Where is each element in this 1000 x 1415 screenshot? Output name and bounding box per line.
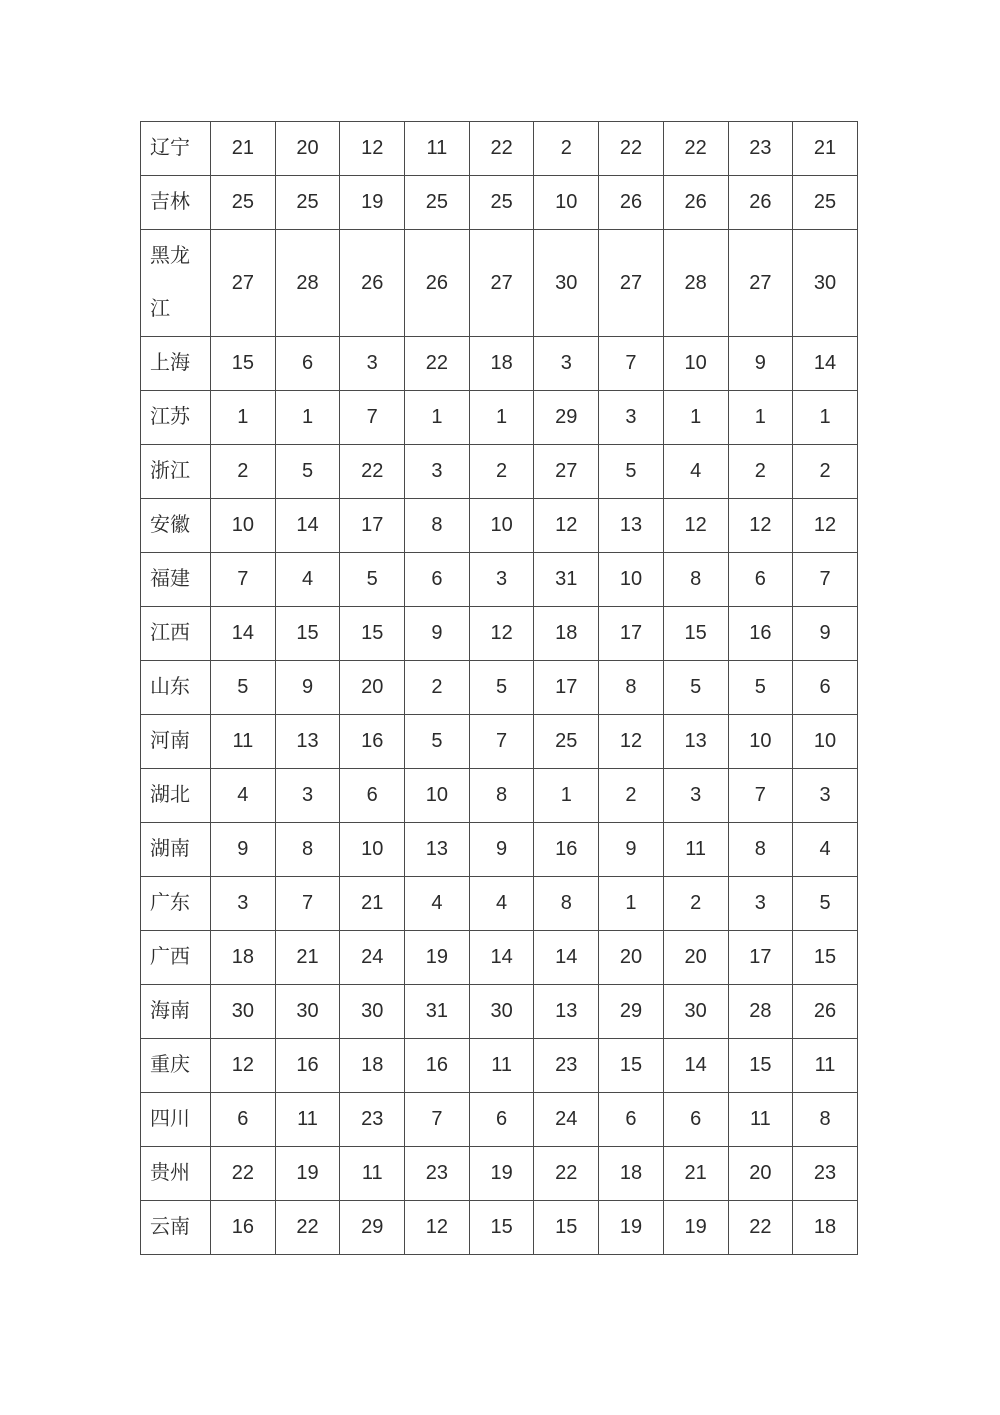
rank-value: 1 xyxy=(663,391,728,445)
province-name: 福建 xyxy=(141,553,211,607)
rank-value: 7 xyxy=(275,877,340,931)
rank-value: 22 xyxy=(340,445,405,499)
rank-value: 27 xyxy=(599,230,664,337)
rank-value: 7 xyxy=(728,769,793,823)
province-name: 云南 xyxy=(141,1201,211,1255)
province-name: 黑龙江 xyxy=(141,230,211,337)
table-row xyxy=(141,337,858,391)
rank-value: 8 xyxy=(663,553,728,607)
rank-value: 3 xyxy=(728,877,793,931)
rank-value: 23 xyxy=(793,1147,858,1201)
rank-value: 22 xyxy=(534,1147,599,1201)
province-name: 山东 xyxy=(141,661,211,715)
rank-value: 23 xyxy=(405,1147,470,1201)
rank-value: 21 xyxy=(211,122,276,176)
rank-value: 12 xyxy=(405,1201,470,1255)
rank-value: 18 xyxy=(534,607,599,661)
rank-value: 13 xyxy=(534,985,599,1039)
rank-value: 10 xyxy=(340,823,405,877)
rank-value: 11 xyxy=(728,1093,793,1147)
rank-value: 5 xyxy=(793,877,858,931)
rank-value: 30 xyxy=(469,985,534,1039)
rank-value: 2 xyxy=(599,769,664,823)
rank-value: 4 xyxy=(793,823,858,877)
rank-value: 16 xyxy=(728,607,793,661)
rank-value: 20 xyxy=(663,931,728,985)
province-name: 湖南 xyxy=(141,823,211,877)
rank-value: 20 xyxy=(728,1147,793,1201)
rank-value: 5 xyxy=(663,661,728,715)
rank-value: 12 xyxy=(793,499,858,553)
rank-value: 22 xyxy=(663,122,728,176)
rank-value: 15 xyxy=(275,607,340,661)
province-name: 湖北 xyxy=(141,769,211,823)
rank-value: 2 xyxy=(405,661,470,715)
rank-value: 28 xyxy=(728,985,793,1039)
rank-value: 25 xyxy=(793,176,858,230)
rank-value: 5 xyxy=(211,661,276,715)
rank-value: 29 xyxy=(534,391,599,445)
rank-value: 23 xyxy=(534,1039,599,1093)
rank-value: 15 xyxy=(211,337,276,391)
rank-value: 14 xyxy=(793,337,858,391)
rank-value: 2 xyxy=(534,122,599,176)
rank-value: 3 xyxy=(405,445,470,499)
rank-value: 17 xyxy=(340,499,405,553)
rank-value: 3 xyxy=(469,553,534,607)
rank-value: 6 xyxy=(405,553,470,607)
rank-value: 25 xyxy=(405,176,470,230)
rank-value: 5 xyxy=(728,661,793,715)
rank-value: 9 xyxy=(405,607,470,661)
rank-value: 18 xyxy=(340,1039,405,1093)
rank-value: 25 xyxy=(211,176,276,230)
rank-value: 16 xyxy=(275,1039,340,1093)
rank-value: 16 xyxy=(211,1201,276,1255)
rank-value: 10 xyxy=(534,176,599,230)
table-row xyxy=(141,931,858,985)
rank-value: 3 xyxy=(599,391,664,445)
province-name: 河南 xyxy=(141,715,211,769)
rank-value: 6 xyxy=(663,1093,728,1147)
rank-value: 16 xyxy=(340,715,405,769)
rank-value: 12 xyxy=(599,715,664,769)
rank-value: 9 xyxy=(211,823,276,877)
rank-value: 7 xyxy=(599,337,664,391)
table-row xyxy=(141,607,858,661)
rank-value: 30 xyxy=(534,230,599,337)
rank-value: 14 xyxy=(275,499,340,553)
rank-value: 15 xyxy=(793,931,858,985)
rank-value: 25 xyxy=(469,176,534,230)
rank-value: 15 xyxy=(340,607,405,661)
rank-value: 19 xyxy=(663,1201,728,1255)
table-row xyxy=(141,823,858,877)
province-rank-table xyxy=(140,121,858,1255)
rank-value: 3 xyxy=(793,769,858,823)
rank-value: 29 xyxy=(599,985,664,1039)
rank-value: 13 xyxy=(275,715,340,769)
rank-value: 6 xyxy=(469,1093,534,1147)
rank-value: 9 xyxy=(275,661,340,715)
rank-value: 9 xyxy=(793,607,858,661)
rank-value: 2 xyxy=(211,445,276,499)
rank-value: 1 xyxy=(728,391,793,445)
table-row xyxy=(141,445,858,499)
rank-value: 29 xyxy=(340,1201,405,1255)
rank-value: 22 xyxy=(405,337,470,391)
table-row xyxy=(141,1093,858,1147)
rank-value: 5 xyxy=(405,715,470,769)
table-body xyxy=(141,122,858,1255)
rank-value: 30 xyxy=(663,985,728,1039)
rank-value: 21 xyxy=(793,122,858,176)
table-row xyxy=(141,122,858,176)
rank-value: 24 xyxy=(340,931,405,985)
rank-value: 23 xyxy=(728,122,793,176)
rank-value: 1 xyxy=(534,769,599,823)
rank-value: 19 xyxy=(405,931,470,985)
rank-value: 9 xyxy=(599,823,664,877)
rank-value: 6 xyxy=(599,1093,664,1147)
rank-value: 26 xyxy=(728,176,793,230)
table-row xyxy=(141,1147,858,1201)
rank-value: 5 xyxy=(275,445,340,499)
rank-value: 10 xyxy=(793,715,858,769)
rank-value: 11 xyxy=(793,1039,858,1093)
rank-value: 31 xyxy=(405,985,470,1039)
rank-value: 2 xyxy=(728,445,793,499)
rank-value: 3 xyxy=(663,769,728,823)
rank-value: 1 xyxy=(211,391,276,445)
province-name: 浙江 xyxy=(141,445,211,499)
rank-value: 10 xyxy=(728,715,793,769)
province-name: 广东 xyxy=(141,877,211,931)
rank-value: 25 xyxy=(275,176,340,230)
rank-value: 7 xyxy=(469,715,534,769)
rank-value: 27 xyxy=(534,445,599,499)
rank-value: 10 xyxy=(405,769,470,823)
table-row xyxy=(141,1039,858,1093)
table-row xyxy=(141,176,858,230)
rank-value: 2 xyxy=(469,445,534,499)
province-name: 广西 xyxy=(141,931,211,985)
rank-value: 12 xyxy=(211,1039,276,1093)
rank-value: 25 xyxy=(534,715,599,769)
rank-value: 24 xyxy=(534,1093,599,1147)
rank-value: 21 xyxy=(663,1147,728,1201)
rank-value: 8 xyxy=(534,877,599,931)
rank-value: 4 xyxy=(663,445,728,499)
rank-value: 21 xyxy=(275,931,340,985)
rank-value: 3 xyxy=(275,769,340,823)
rank-value: 27 xyxy=(728,230,793,337)
rank-value: 26 xyxy=(340,230,405,337)
province-name: 重庆 xyxy=(141,1039,211,1093)
rank-value: 22 xyxy=(599,122,664,176)
rank-value: 14 xyxy=(469,931,534,985)
province-name: 江苏 xyxy=(141,391,211,445)
rank-value: 10 xyxy=(211,499,276,553)
rank-value: 20 xyxy=(599,931,664,985)
rank-value: 11 xyxy=(469,1039,534,1093)
rank-value: 2 xyxy=(663,877,728,931)
rank-value: 16 xyxy=(534,823,599,877)
rank-value: 23 xyxy=(340,1093,405,1147)
rank-value: 12 xyxy=(728,499,793,553)
rank-value: 11 xyxy=(211,715,276,769)
rank-value: 22 xyxy=(211,1147,276,1201)
rank-value: 4 xyxy=(405,877,470,931)
province-name: 上海 xyxy=(141,337,211,391)
rank-value: 12 xyxy=(663,499,728,553)
rank-value: 31 xyxy=(534,553,599,607)
province-name: 安徽 xyxy=(141,499,211,553)
table-row xyxy=(141,985,858,1039)
rank-value: 8 xyxy=(793,1093,858,1147)
rank-value: 1 xyxy=(469,391,534,445)
rank-value: 10 xyxy=(599,553,664,607)
rank-value: 7 xyxy=(211,553,276,607)
rank-value: 19 xyxy=(599,1201,664,1255)
rank-value: 15 xyxy=(534,1201,599,1255)
rank-value: 17 xyxy=(728,931,793,985)
rank-value: 6 xyxy=(275,337,340,391)
rank-value: 12 xyxy=(534,499,599,553)
rank-value: 27 xyxy=(469,230,534,337)
province-name: 四川 xyxy=(141,1093,211,1147)
rank-value: 4 xyxy=(211,769,276,823)
rank-value: 19 xyxy=(340,176,405,230)
rank-value: 8 xyxy=(599,661,664,715)
rank-value: 5 xyxy=(469,661,534,715)
rank-value: 10 xyxy=(469,499,534,553)
rank-value: 26 xyxy=(793,985,858,1039)
rank-value: 3 xyxy=(340,337,405,391)
rank-value: 20 xyxy=(275,122,340,176)
rank-value: 28 xyxy=(275,230,340,337)
rank-value: 8 xyxy=(275,823,340,877)
rank-value: 11 xyxy=(405,122,470,176)
rank-value: 7 xyxy=(793,553,858,607)
rank-value: 18 xyxy=(793,1201,858,1255)
rank-value: 1 xyxy=(405,391,470,445)
rank-value: 7 xyxy=(340,391,405,445)
rank-value: 4 xyxy=(469,877,534,931)
rank-value: 17 xyxy=(599,607,664,661)
rank-value: 12 xyxy=(469,607,534,661)
rank-value: 10 xyxy=(663,337,728,391)
table-row xyxy=(141,769,858,823)
rank-value: 22 xyxy=(469,122,534,176)
rank-value: 3 xyxy=(211,877,276,931)
table-row xyxy=(141,230,858,337)
rank-value: 11 xyxy=(340,1147,405,1201)
table-row xyxy=(141,661,858,715)
table-row xyxy=(141,553,858,607)
rank-value: 5 xyxy=(340,553,405,607)
rank-value: 1 xyxy=(599,877,664,931)
rank-value: 18 xyxy=(211,931,276,985)
rank-value: 1 xyxy=(275,391,340,445)
rank-value: 11 xyxy=(275,1093,340,1147)
rank-value: 14 xyxy=(211,607,276,661)
rank-value: 26 xyxy=(405,230,470,337)
rank-value: 6 xyxy=(793,661,858,715)
rank-value: 8 xyxy=(469,769,534,823)
province-name: 江西 xyxy=(141,607,211,661)
rank-value: 11 xyxy=(663,823,728,877)
rank-value: 8 xyxy=(405,499,470,553)
rank-value: 22 xyxy=(275,1201,340,1255)
rank-value: 18 xyxy=(599,1147,664,1201)
rank-value: 26 xyxy=(599,176,664,230)
rank-value: 22 xyxy=(728,1201,793,1255)
rank-value: 14 xyxy=(534,931,599,985)
province-name: 吉林 xyxy=(141,176,211,230)
rank-value: 12 xyxy=(340,122,405,176)
rank-value: 15 xyxy=(599,1039,664,1093)
rank-value: 13 xyxy=(663,715,728,769)
table-row xyxy=(141,1201,858,1255)
province-name: 贵州 xyxy=(141,1147,211,1201)
rank-value: 16 xyxy=(405,1039,470,1093)
rank-value: 9 xyxy=(728,337,793,391)
rank-value: 30 xyxy=(793,230,858,337)
province-name: 辽宁 xyxy=(141,122,211,176)
rank-value: 13 xyxy=(405,823,470,877)
rank-value: 14 xyxy=(663,1039,728,1093)
rank-value: 26 xyxy=(663,176,728,230)
province-name: 海南 xyxy=(141,985,211,1039)
rank-value: 4 xyxy=(275,553,340,607)
rank-value: 3 xyxy=(534,337,599,391)
table-row xyxy=(141,499,858,553)
rank-value: 30 xyxy=(340,985,405,1039)
rank-value: 15 xyxy=(663,607,728,661)
rank-value: 27 xyxy=(211,230,276,337)
rank-value: 6 xyxy=(728,553,793,607)
rank-value: 5 xyxy=(599,445,664,499)
rank-value: 13 xyxy=(599,499,664,553)
rank-value: 1 xyxy=(793,391,858,445)
rank-value: 2 xyxy=(793,445,858,499)
rank-value: 28 xyxy=(663,230,728,337)
rank-value: 8 xyxy=(728,823,793,877)
rank-value: 15 xyxy=(728,1039,793,1093)
rank-value: 20 xyxy=(340,661,405,715)
table-row xyxy=(141,715,858,769)
rank-value: 7 xyxy=(405,1093,470,1147)
rank-value: 21 xyxy=(340,877,405,931)
rank-value: 17 xyxy=(534,661,599,715)
table-row xyxy=(141,877,858,931)
rank-value: 19 xyxy=(469,1147,534,1201)
rank-value: 30 xyxy=(275,985,340,1039)
rank-value: 6 xyxy=(340,769,405,823)
rank-value: 9 xyxy=(469,823,534,877)
rank-value: 19 xyxy=(275,1147,340,1201)
rank-value: 18 xyxy=(469,337,534,391)
rank-value: 6 xyxy=(211,1093,276,1147)
rank-value: 15 xyxy=(469,1201,534,1255)
table-row xyxy=(141,391,858,445)
rank-value: 30 xyxy=(211,985,276,1039)
